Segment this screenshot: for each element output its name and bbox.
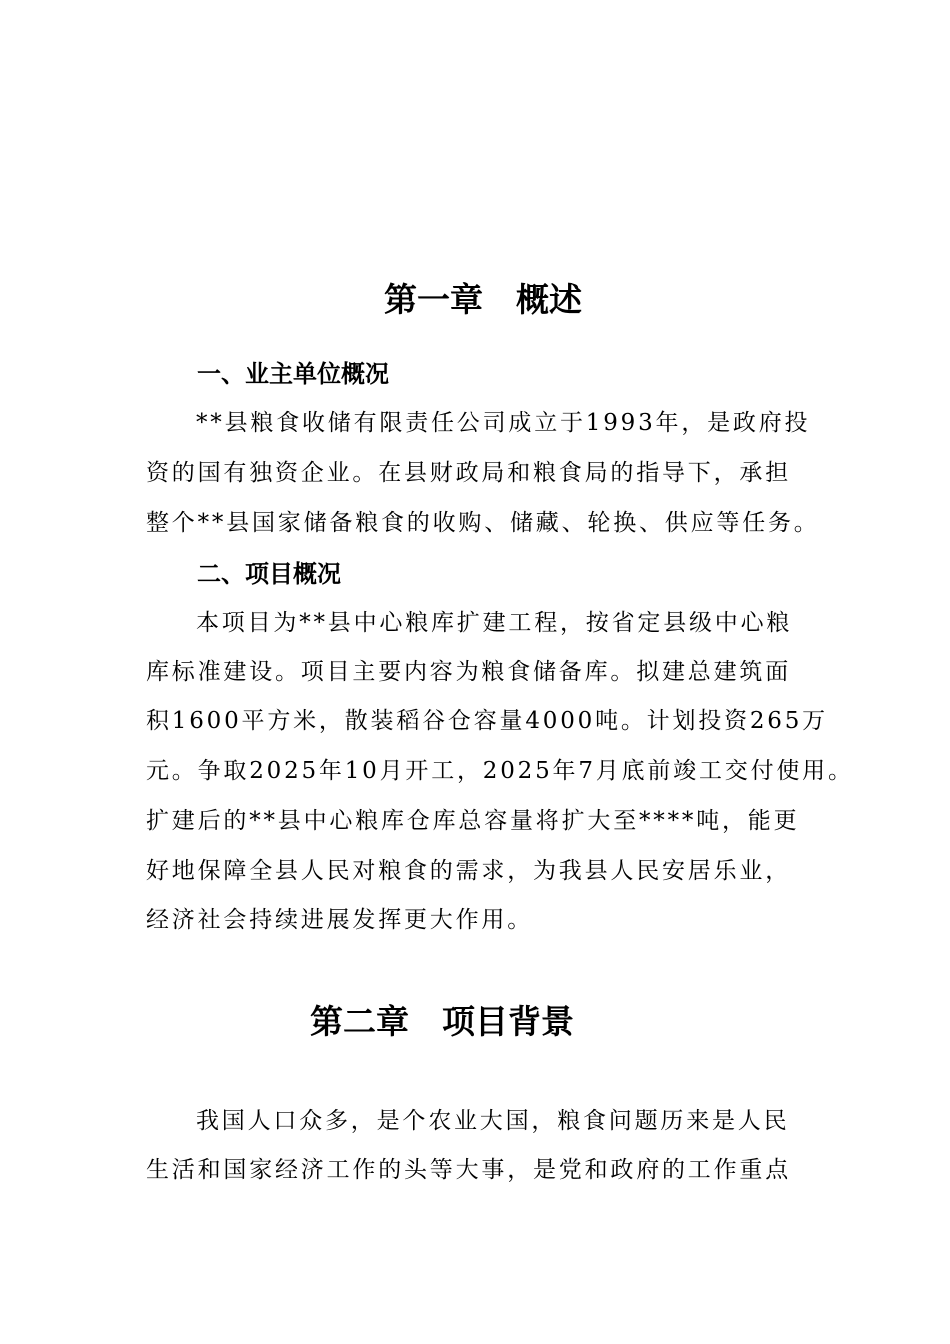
chapter-2-title: 第二章 项目背景 — [310, 1002, 574, 1041]
paragraph-line: 好地保障全县人民对粮食的需求，为我县人民安居乐业， — [146, 858, 791, 884]
paragraph-line: **县粮食收储有限责任公司成立于1993年，是政府投 — [196, 410, 811, 436]
paragraph-line: 积1600平方米，散装稻谷仓容量4000吨。计划投资265万 — [146, 708, 828, 734]
section-1-heading: 一、业主单位概况 — [197, 360, 389, 388]
paragraph-line: 本项目为**县中心粮库扩建工程，按省定县级中心粮 — [196, 610, 793, 636]
paragraph-line: 经济社会持续进展发挥更大作用。 — [146, 907, 533, 933]
paragraph-line: 整个**县国家储备粮食的收购、储藏、轮换、供应等任务。 — [146, 510, 820, 536]
paragraph-line: 元。争取2025年10月开工，2025年7月底前竣工交付使用。 — [146, 758, 854, 784]
paragraph-line: 我国人口众多，是个农业大国，粮食问题历来是人民 — [196, 1108, 790, 1134]
paragraph-line: 库标准建设。项目主要内容为粮食储备库。拟建总建筑面 — [146, 659, 791, 685]
paragraph-line: 资的国有独资企业。在县财政局和粮食局的指导下，承担 — [146, 460, 791, 486]
section-2-heading: 二、项目概况 — [197, 560, 341, 588]
chapter-1-title: 第一章 概述 — [384, 280, 582, 319]
paragraph-line: 生活和国家经济工作的头等大事，是党和政府的工作重点 — [146, 1157, 791, 1183]
paragraph-line: 扩建后的**县中心粮库仓库总容量将扩大至****吨，能更 — [146, 808, 800, 834]
